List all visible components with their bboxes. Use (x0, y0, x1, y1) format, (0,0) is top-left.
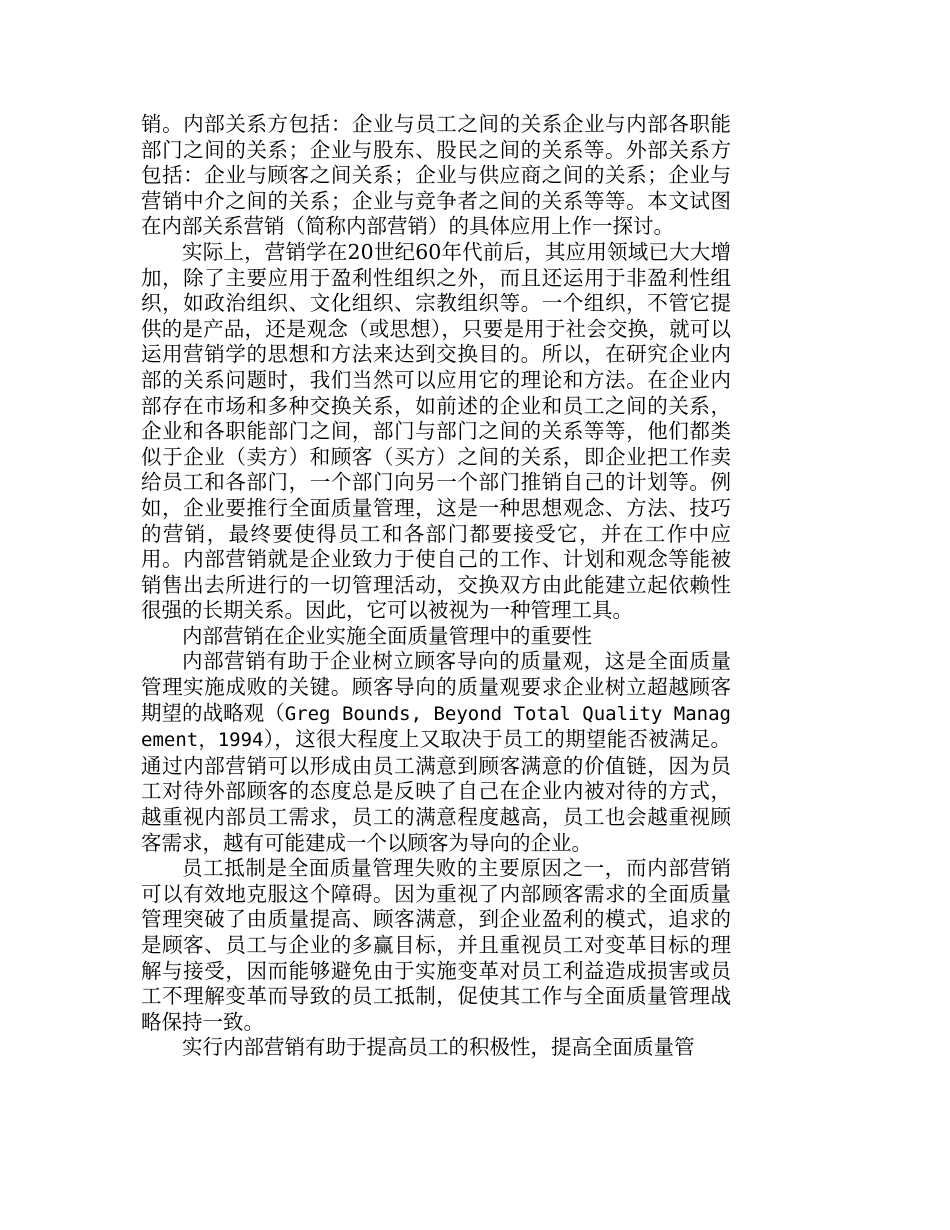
citation-reference: Greg Bounds, Beyond Total Quality Management，1994 (141, 702, 731, 752)
paragraph-employee-motivation: 实行内部营销有助于提高员工的积极性，提高全面质量管 (182, 1035, 695, 1060)
paragraph-marketing-application: 实际上，营销学在20世纪60年代前后，其应用领域已大大增加，除了主要应用于盈利性组织之外，而且还运用于非盈利性组织，如政治组织、文化组织、宗教组织等。一个组织，不管它提供的是产品，还是观念（或思想），只要是用于社会交换，就可以运用营销学的思想和方法来达到交换目的。所以，在研究企业内部的关系问题时，我们当然可以应用它的理论和方法。在企业内部存在市场和多种交换关系，如前述的企业和员工之间的关系，企业和各职能部门之间，部门与部门之间的关系等等，他们都类似于企业（卖方）和顾客（买方）之间的关系，即企业把工作卖给员工和各部门，一个部门向另一个部门推销自己的计划等。例如，企业要推行全面质量管理，这是一种思想观念、方法、技巧的营销，最终要使得员工和各部门都要接受它，并在工作中应用。内部营销就是企业致力于使自己的工作、计划和观念等能被销售出去所进行的一切管理活动，交换双方由此能建立起依赖性很强的长期关系。因此，它可以被视为一种管理工具。 (141, 239, 731, 623)
paragraph-customer-oriented-quality (141, 649, 731, 856)
paragraph-text-after-citation: ），这很大程度上又取决于员工的期望能否被满足。通过内部营销可以形成由员工满意到顾客满意的价值链，因为员工对待外部顾客的态度总是反映了自己在企业内被对待的方式，越重视内部员工需求，员工的满意程度越高，员工也会越重视顾客需求，越有可能建成一个以顾客为导向的企业。 (141, 727, 732, 855)
paragraph-text-before-citation: 内部营销有助于企业树立顾客导向的质量观，这是全面质量管理实施成败的关键。顾客导向的质量观要求企业树立超越顾客期望的战略观（ (141, 649, 731, 725)
paragraph-employee-resistance: 员工抵制是全面质量管理失败的主要原因之一，而内部营销可以有效地克服这个障碍。因为重视了内部顾客需求的全面质量管理突破了由质量提高、顾客满意，到企业盈利的模式，追求的是顾客、员工与企业的多赢目标，并且重视员工对变革目标的理解与接受，因而能够避免由于实施变革对员工利益造成损害或员工不理解变革而导致的员工抵制，促使其工作与全面质量管理战略保持一致。 (141, 856, 731, 1034)
paragraph-relationship-parties: 销。内部关系方包括：企业与员工之间的关系企业与内部各职能部门之间的关系；企业与股东、股民之间的关系等。外部关系方包括：企业与顾客之间关系；企业与供应商之间的关系；企业与营销中介之间的关系；企业与竞争者之间的关系等等。本文试图在内部关系营销（简称内部营销）的具体应用上作一探讨。 (141, 112, 731, 239)
section-heading: 内部营销在企业实施全面质量管理中的重要性 (182, 623, 592, 648)
document-page (141, 112, 731, 1061)
